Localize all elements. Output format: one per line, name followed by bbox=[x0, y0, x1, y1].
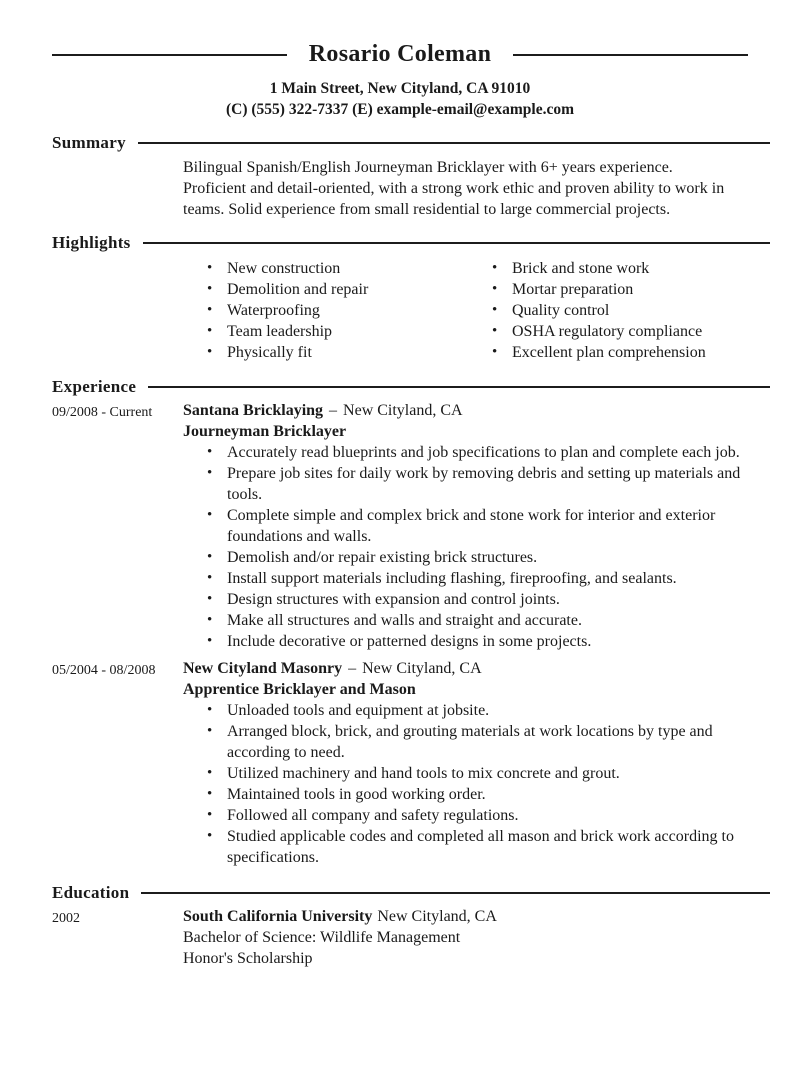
job-role: Apprentice Bricklayer and Mason bbox=[183, 681, 416, 698]
section-summary bbox=[52, 132, 770, 220]
bullet-item: • Demolition and repair bbox=[227, 279, 468, 300]
job-dates: 09/2008 - Current bbox=[52, 405, 153, 420]
section-rule bbox=[148, 386, 770, 388]
bullet-item: • Studied applicable codes and completed all mason and brick work according to specifications. bbox=[227, 826, 744, 868]
job-location: New Cityland, CA bbox=[362, 660, 482, 677]
bullet-item: • New construction bbox=[227, 258, 468, 279]
bullet-item: • Install support materials including flashing, fireproofing, and sealants. bbox=[227, 568, 744, 589]
education-location: New Cityland, CA bbox=[377, 908, 497, 925]
company-location-separator: – bbox=[348, 660, 357, 677]
bullet-item: • Maintained tools in good working order. bbox=[227, 784, 744, 805]
section-highlights bbox=[52, 232, 770, 363]
bullet-item: • Physically fit bbox=[227, 342, 468, 363]
job-details bbox=[183, 658, 770, 868]
education-year: 2002 bbox=[52, 911, 80, 926]
experience-title: Experience bbox=[52, 377, 137, 396]
job-role: Journeyman Bricklayer bbox=[183, 423, 347, 440]
highlights-columns bbox=[183, 258, 770, 363]
education-honor: Honor's Scholarship bbox=[183, 950, 313, 967]
bullet-item: • Unloaded tools and equipment at jobsite. bbox=[227, 700, 744, 721]
job-company: New Cityland Masonry bbox=[183, 660, 343, 677]
contact-line: (C) (555) 322-7337 (E) example-email@example.com bbox=[225, 101, 574, 118]
bullet-item: • Make all structures and walls and straight and accurate. bbox=[227, 610, 744, 631]
education-details bbox=[183, 906, 770, 969]
bullet-item: • Prepare job sites for daily work by removing debris and setting up materials and tools. bbox=[227, 463, 744, 505]
bullet-item: • Quality control bbox=[512, 300, 770, 321]
bullet-item: • Excellent plan comprehension bbox=[512, 342, 770, 363]
section-rule bbox=[138, 142, 770, 144]
bullet-item: • Design structures with expansion and control joints. bbox=[227, 589, 744, 610]
job-company-line bbox=[183, 400, 770, 421]
job-bullet-list bbox=[183, 700, 770, 868]
highlights-header bbox=[52, 232, 770, 254]
job-bullet-list bbox=[183, 442, 770, 652]
education-header bbox=[52, 882, 770, 904]
bullet-item: • Mortar preparation bbox=[512, 279, 770, 300]
bullet-item: • Followed all company and safety regulations. bbox=[227, 805, 744, 826]
header-rule-left bbox=[52, 54, 287, 56]
section-education bbox=[52, 882, 770, 969]
bullet-item: • Complete simple and complex brick and stone work for interior and exterior foundations and walls. bbox=[227, 505, 744, 547]
resume-page bbox=[0, 41, 800, 1079]
company-location-separator: – bbox=[329, 402, 338, 419]
job-company: Santana Bricklaying bbox=[183, 402, 324, 419]
summary-text: Bilingual Spanish/English Journeyman Bricklayer with 6+ years experience. Proficient and detail-oriented, with a strong work ethic and proven ability to work in teams. Solid experience from small residential to large commercial projects. bbox=[183, 159, 725, 218]
education-degree: Bachelor of Science: Wildlife Management bbox=[183, 929, 461, 946]
summary-header bbox=[52, 132, 770, 154]
bullet-item: • Demolish and/or repair existing brick structures. bbox=[227, 547, 744, 568]
experience-header bbox=[52, 376, 770, 398]
bullet-item: • Waterproofing bbox=[227, 300, 468, 321]
bullet-item: • Team leadership bbox=[227, 321, 468, 342]
job-entry bbox=[52, 400, 770, 652]
education-school-line bbox=[183, 906, 770, 927]
bullet-item: • Utilized machinery and hand tools to mix concrete and grout. bbox=[227, 763, 744, 784]
section-rule bbox=[143, 242, 770, 244]
section-rule bbox=[141, 892, 770, 894]
job-entry bbox=[52, 658, 770, 868]
bullet-item: • Include decorative or patterned designs in some projects. bbox=[227, 631, 744, 652]
highlights-list-right bbox=[468, 258, 770, 363]
bullet-item: • Brick and stone work bbox=[512, 258, 770, 279]
highlights-list-left bbox=[183, 258, 468, 363]
job-company-line bbox=[183, 658, 770, 679]
address-line: 1 Main Street, New Cityland, CA 91010 bbox=[269, 80, 531, 97]
person-name: Rosario Coleman bbox=[308, 41, 492, 67]
education-school: South California University bbox=[183, 908, 373, 925]
header-rule-right bbox=[513, 54, 748, 56]
summary-title: Summary bbox=[52, 133, 126, 152]
header bbox=[52, 41, 748, 67]
section-experience bbox=[52, 376, 770, 868]
highlights-title: Highlights bbox=[52, 233, 131, 252]
bullet-item: • Arranged block, brick, and grouting materials at work locations by type and according to need. bbox=[227, 721, 744, 763]
education-entry bbox=[52, 906, 770, 969]
job-location: New Cityland, CA bbox=[343, 402, 463, 419]
job-dates: 05/2004 - 08/2008 bbox=[52, 663, 156, 678]
bullet-item: • OSHA regulatory compliance bbox=[512, 321, 770, 342]
resume-body bbox=[0, 132, 800, 969]
bullet-item: • Accurately read blueprints and job specifications to plan and complete each job. bbox=[227, 442, 744, 463]
education-title: Education bbox=[52, 883, 130, 902]
job-details bbox=[183, 400, 770, 652]
